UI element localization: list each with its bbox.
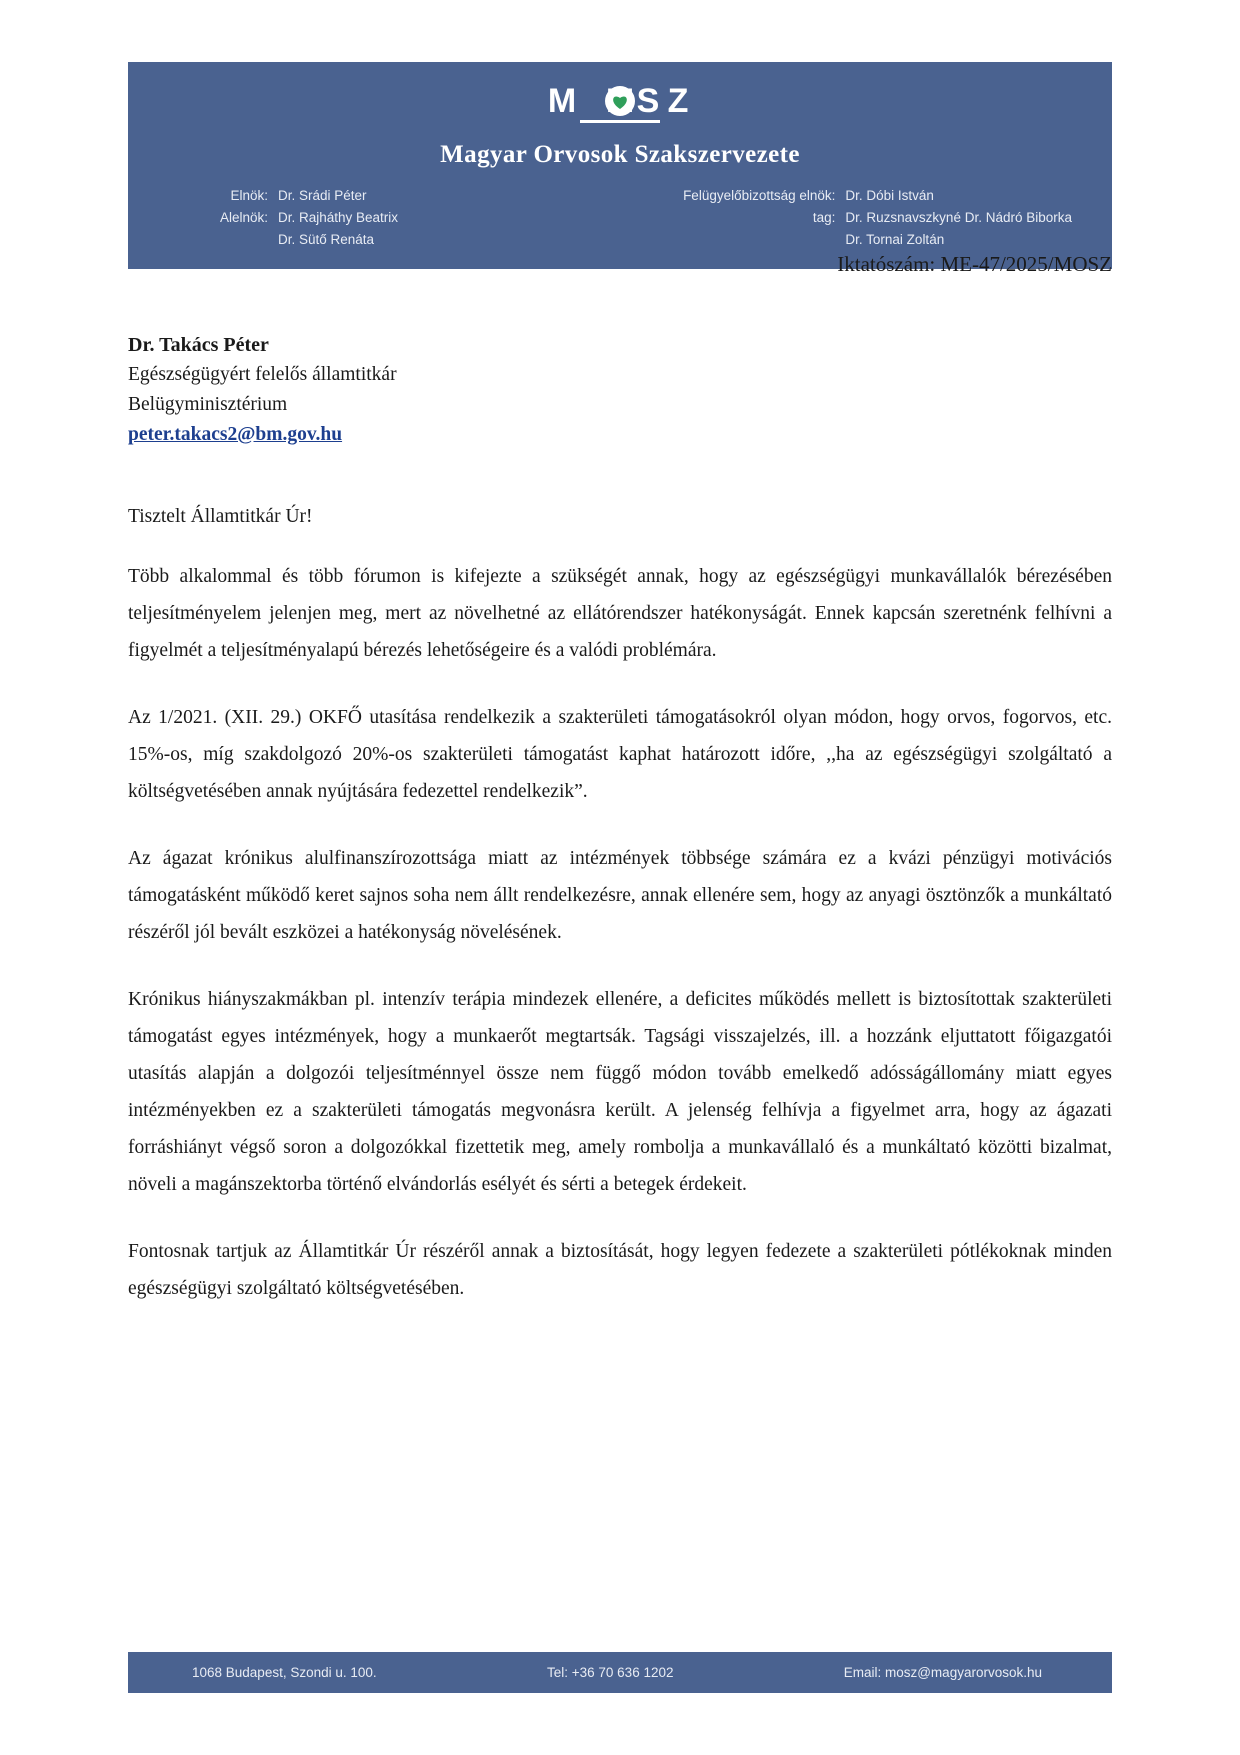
addressee-title: Egészségügyért felelős államtitkár	[128, 364, 397, 385]
officers-right-column	[569, 185, 1072, 251]
officer-value: Dr. Ruzsnavszkyné Dr. Nádró Biborka	[845, 210, 1072, 225]
svg-text:M: M	[547, 82, 577, 120]
officer-value: Dr. Dóbi István	[845, 188, 934, 203]
addressee-block	[128, 330, 1112, 450]
svg-text:S: S	[636, 82, 660, 120]
document-number: Iktatószám: ME-47/2025/MOSZ	[837, 252, 1112, 276]
mosz-logo	[128, 82, 1112, 131]
addressee-email-link[interactable]: peter.takacs2@bm.gov.hu	[128, 424, 343, 445]
mosz-logo-icon	[525, 82, 715, 126]
organization-name: Magyar Orvosok Szakszervezete	[440, 141, 800, 168]
officer-label: Alelnök:	[219, 210, 268, 225]
paragraph: Több alkalommal és több fórumon is kifejezte a szükségét annak, hogy az egészségügyi munkavállalók bérezésében teljesítményelem jelenjen meg, mert az növelhetné az ellátórendszer hatékonyságát. Ennek kapcsán szeretnénk felhívni a figyelmét a teljesítményalapú bérezés lehetőségeire és a valódi problémára.	[128, 566, 1112, 661]
letterhead-banner	[128, 62, 1112, 269]
officer-label: Elnök:	[230, 188, 268, 203]
officers-block	[128, 185, 1112, 257]
officer-value: Dr. Tornai Zoltán	[845, 232, 945, 247]
officer-label: tag:	[812, 210, 836, 225]
officer-label: Felügyelőbizottság elnök:	[683, 188, 836, 203]
officer-value: Dr. Srádi Péter	[278, 188, 367, 203]
officer-label	[196, 229, 278, 251]
addressee-organization: Belügyminisztérium	[128, 394, 288, 415]
svg-text:Z: Z	[667, 82, 689, 120]
officer-label	[639, 229, 845, 251]
officer-row	[196, 185, 569, 207]
officer-row	[196, 229, 569, 251]
paragraph: Fontosnak tartjuk az Államtitkár Úr részéről annak a biztosítását, hogy legyen fedezete a szakterületi pótlékoknak minden egészségügyi szolgáltató költségvetésében.	[128, 1241, 1112, 1299]
officer-row	[196, 207, 569, 229]
officers-left-column	[168, 185, 569, 251]
officer-value: Dr. Rajháthy Beatrix	[278, 210, 399, 225]
officer-row	[639, 185, 1072, 207]
officer-row	[639, 207, 1072, 229]
addressee-name: Dr. Takács Péter	[128, 334, 269, 356]
letter-body	[128, 330, 1112, 1307]
paragraph: Az 1/2021. (XII. 29.) OKFŐ utasítása rendelkezik a szakterületi támogatásokról olyan módon, hogy orvos, fogorvos, etc. 15%-os, míg szakdolgozó 20%-os szakterületi támogatást kaphat határozott időre, ,,ha az egészségügyi szolgáltató a költségvetésében annak nyújtására fedezettel rendelkezik”.	[128, 707, 1112, 802]
footer-phone: Tel: +36 70 636 1202	[547, 1665, 674, 1680]
salutation: Tisztelt Államtitkár Úr!	[128, 506, 313, 527]
officer-row	[639, 229, 1072, 251]
footer-banner	[128, 1652, 1112, 1693]
paragraph: Az ágazat krónikus alulfinanszírozottsága miatt az intézmények többsége számára ez a kvázi pénzügyi motivációs támogatásként működő keret sajnos soha nem állt rendelkezésre, annak ellenére sem, hogy az anyagi ösztönzők a munkáltató részéről jól bevált eszközei a hatékonyság növelésének.	[128, 848, 1112, 943]
officer-value: Dr. Sütő Renáta	[278, 232, 375, 247]
footer-email: Email: mosz@magyarorvosok.hu	[843, 1665, 1042, 1680]
footer-address: 1068 Budapest, Szondi u. 100.	[192, 1665, 377, 1680]
paragraph: Krónikus hiányszakmákban pl. intenzív terápia mindezek ellenére, a deficites működés mellett is biztosítottak szakterületi támogatást egyes intézmények, hogy a munkaerőt megtartsák. Tagsági visszajelzés, ill. a hozzánk eljuttatott főigazgatói utasítás alapján a dolgozói teljesítménnyel össze nem függő módon tovább emelkedő adósságállomány miatt egyes intézményekben ez a szakterületi támogatás megvonásra került. A jelenség felhívja a figyelmet arra, hogy az ágazati forráshiányt végső soron a dolgozókkal fizettetik meg, amely rombolja a munkavállaló és a munkáltató közötti bizalmat, növeli a magánszektorba történő elvándorlás esélyét és sérti a betegek érdekeit.	[128, 989, 1112, 1195]
